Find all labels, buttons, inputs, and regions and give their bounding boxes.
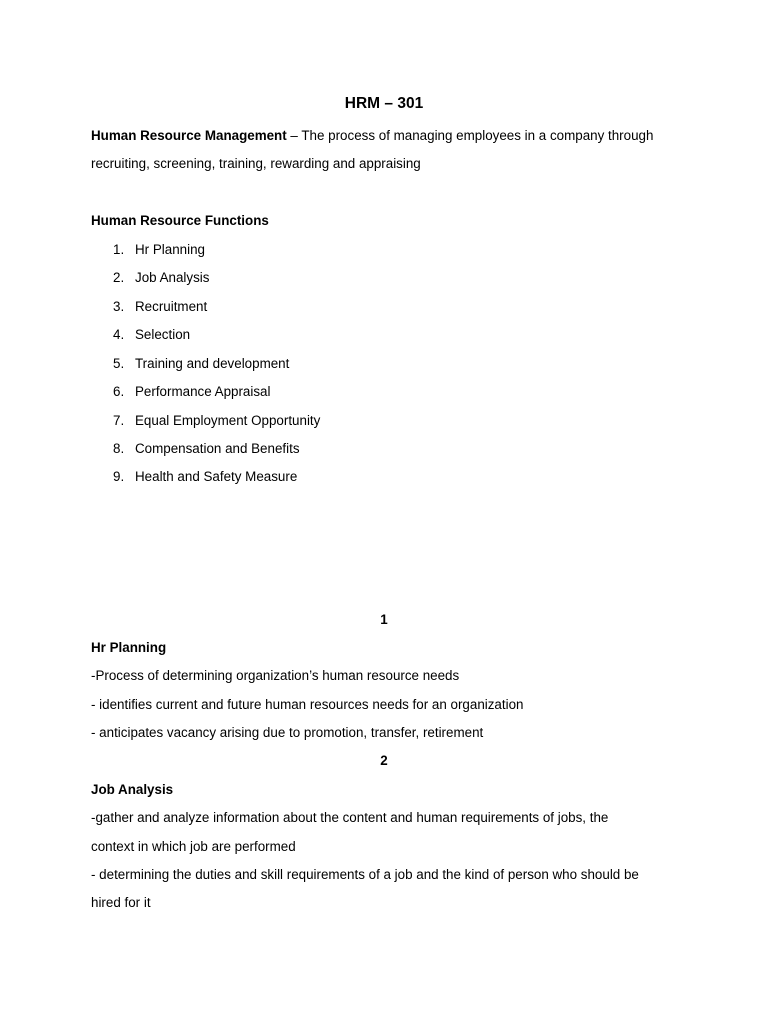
section-line: - anticipates vacancy arising due to promotion, transfer, retirement <box>91 725 484 740</box>
section-number: 2 <box>380 753 388 768</box>
definition-term: Human Resource Management <box>91 128 287 143</box>
list-label: Recruitment <box>135 299 208 314</box>
functions-heading: Human Resource Functions <box>91 213 269 228</box>
list-item <box>113 326 190 344</box>
list-number: 1. <box>113 242 125 257</box>
document-title: HRM – 301 <box>344 95 424 112</box>
list-label: Health and Safety Measure <box>135 469 298 484</box>
list-number: 7. <box>113 413 125 428</box>
list-label: Selection <box>135 327 191 342</box>
list-item <box>113 298 207 316</box>
section-line: hired for it <box>91 895 151 910</box>
definition-line-2: recruiting, screening, training, rewarding and appraising <box>91 156 421 171</box>
list-label: Job Analysis <box>135 270 210 285</box>
list-number: 8. <box>113 441 125 456</box>
list-number: 4. <box>113 327 125 342</box>
list-number: 5. <box>113 356 125 371</box>
list-item <box>113 468 297 486</box>
section-line: -gather and analyze information about the content and human requirements of jobs, the <box>91 810 609 825</box>
list-item <box>113 241 205 259</box>
list-label: Hr Planning <box>135 242 205 257</box>
section-line: -Process of determining organization’s human resource needs <box>91 668 460 683</box>
list-label: Compensation and Benefits <box>135 441 300 456</box>
list-number: 9. <box>113 469 125 484</box>
section-heading: Job Analysis <box>91 782 174 797</box>
section-heading: Hr Planning <box>91 640 167 655</box>
list-label: Equal Employment Opportunity <box>135 413 321 428</box>
list-item <box>113 383 270 401</box>
list-number: 3. <box>113 299 125 314</box>
definition-text: – The process of managing employees in a company through <box>286 128 654 143</box>
list-label: Training and development <box>135 356 290 371</box>
list-item <box>113 355 289 373</box>
list-number: 6. <box>113 384 125 399</box>
list-item <box>113 440 300 458</box>
section-number: 1 <box>380 612 388 627</box>
list-number: 2. <box>113 270 125 285</box>
section-line: - determining the duties and skill requirements of a job and the kind of person who should be <box>91 867 639 882</box>
list-label: Performance Appraisal <box>135 384 271 399</box>
definition-line-1 <box>91 127 653 145</box>
section-line: - identifies current and future human resources needs for an organization <box>91 697 524 712</box>
section-line: context in which job are performed <box>91 839 296 854</box>
list-item <box>113 269 209 287</box>
list-item <box>113 412 320 430</box>
